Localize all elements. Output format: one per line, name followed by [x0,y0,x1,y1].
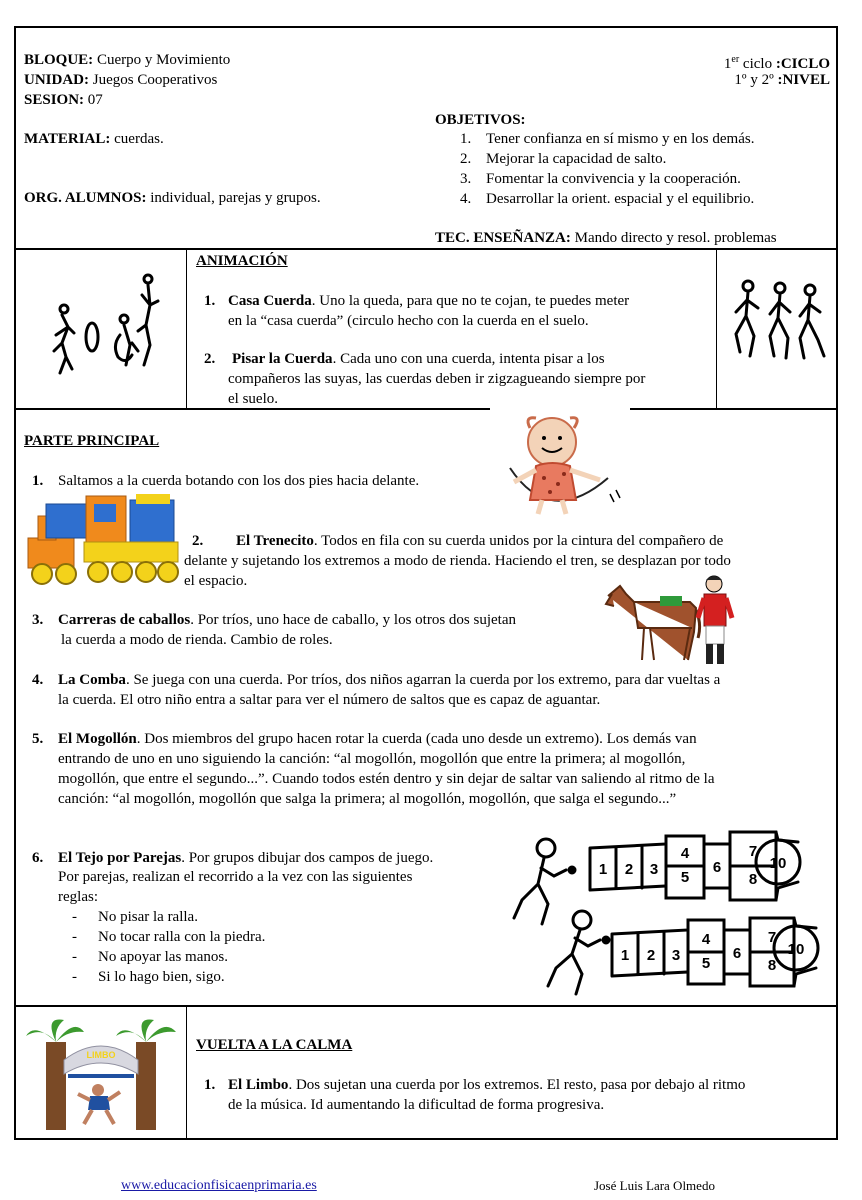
principal-item-number: 2. [192,533,204,549]
principal-item-3 [32,610,516,630]
animacion-item-1-cont: en la “casa cuerda” (circulo hecho con la cuerda en el suelo. [228,313,589,329]
principal-item-5-cont: entrando de uno en uno siguiendo la canción: “al mogollón, mogollón que entre la primera; al mogollón, [58,751,686,767]
principal-item-2-cont: delante y sujetando los extremos a modo de rienda. Haciendo el tren, se desplazan por todo [184,553,731,569]
principal-item-2-cont: el espacio. [184,573,248,589]
principal-item-name: El Trenecito [236,533,314,549]
principal-item-name: La Comba [58,672,126,688]
principal-item-3-cont: la cuerda a modo de rienda. Cambio de roles. [61,632,333,648]
principal-item-text: . Se juega con una cuerda. Por tríos, dos niños agarran la cuerda por los extremo, para dar vueltas a [125,672,721,688]
animacion-item-text: . Uno la queda, para que no te cojan, te puedes meter [311,293,630,309]
principal-item-number: 6. [32,850,44,866]
tec-value: Mando directo y resol. problemas [574,230,777,246]
objetivo-item [460,169,754,189]
calma-item-text: . Dos sujetan una cuerda por los extremos. El resto, pasa por debajo al ritmo [288,1077,746,1093]
animacion-left-divider [186,249,187,409]
nivel-value: 1º y 2º [734,72,774,88]
limbo-arch-text: LIMBO [86,1050,116,1060]
animacion-item-2-cont: compañeros las suyas, las cuerdas deben ir zigzagueando siempre por [228,371,646,387]
sesion-label: SESION: [24,92,85,108]
principal-item-number: 4. [32,672,44,688]
hopscotch-number: 1 [620,947,630,964]
objetivo-number: 3. [460,171,472,187]
rule-item: - No apoyar las manos. [72,949,228,965]
principal-item-6-cont: reglas: [58,889,98,905]
objetivo-item [460,149,754,169]
objetivo-number: 4. [460,191,472,207]
nivel-label: :NIVEL [777,72,830,88]
hopscotch-number: 7 [748,843,758,860]
hopscotch-number: 1 [598,861,608,878]
hopscotch-number: 3 [649,861,659,878]
hopscotch-number: 4 [680,845,690,862]
hopscotch-number: 7 [767,929,777,946]
hopscotch-number: 10 [787,941,805,958]
principal-item-5-cont: canción: “al mogollón, mogollón que salga la primera; al mogollón, mogollón, que salga el segundo...” [58,791,677,807]
rule-text: No tocar ralla con la piedra. [98,929,266,945]
principal-item-text: . Dos miembros del grupo hacen rotar la cuerda (cada uno desde un extremo). Los demás van [136,731,697,747]
calma-divider [186,1006,187,1139]
principal-item-number: 3. [32,612,44,628]
calma-item-1-cont: de la música. Id aumentando la dificultad de forma progresiva. [228,1097,605,1113]
org-label: ORG. ALUMNOS: [24,190,147,206]
ciclo-number: 1 [723,56,732,72]
principal-item-6 [32,848,433,868]
hopscotch-number: 2 [624,861,634,878]
principal-item-text: . Por grupos dibujar dos campos de juego. [181,850,434,866]
principal-item-1 [32,471,419,491]
stepping-figures-illustration [722,272,832,372]
hopscotch-number: 5 [701,955,711,972]
objetivo-number: 2. [460,151,472,167]
hopscotch-number: 4 [701,931,711,948]
hopscotch-number: 8 [748,871,758,888]
animacion-item-1 [204,291,629,311]
animacion-right-divider [716,249,717,409]
hopscotch-number: 10 [769,855,787,872]
rule-item: - Si lo hago bien, sigo. [72,969,225,985]
calma-item-number: 1. [204,1077,216,1093]
unidad-value: Juegos Cooperativos [92,72,218,88]
rule-text: No apoyar las manos. [98,949,228,965]
principal-item-5-cont: mogollón, que entre el segundo...”. Cuando todos estén dentro y sin dejar de saltar van saliendo al ritmo de la [58,771,715,787]
sesion-value: 07 [87,92,103,108]
animacion-item-name: Pisar la Cuerda [232,351,333,367]
website-link[interactable]: www.educacionfisicaenprimaria.es [121,1178,317,1193]
principal-item-name: El Tejo por Parejas [58,850,182,866]
tec-row [435,228,777,248]
animacion-title: ANIMACIÓN [196,253,288,269]
animacion-item-number: 1. [204,293,216,309]
sesion-row [24,90,103,110]
rule-item: - No tocar ralla con la piedra. [72,929,266,945]
unidad-label: UNIDAD: [24,72,89,88]
material-label: MATERIAL: [24,131,111,147]
objetivo-item [460,129,754,149]
org-value: individual, parejas y grupos. [150,190,321,206]
separator-animacion [14,408,838,410]
objetivo-text: Mejorar la capacidad de salto. [486,151,667,167]
hopscotch-number: 5 [680,869,690,886]
objetivo-item [460,189,754,209]
principal-item-5 [32,729,697,749]
limbo-arch-illustration [24,1012,180,1134]
objetivo-text: Tener confianza en sí mismo y en los demás. [486,131,755,147]
separator-header [14,248,838,250]
horse-and-rider-illustration [604,572,754,668]
ciclo-text: ciclo [742,56,773,72]
rules-list [72,907,265,987]
principal-item-number: 5. [32,731,44,747]
hopscotch-number: 2 [646,947,656,964]
bloque-label: BLOQUE: [24,52,94,68]
animacion-item-name: Casa Cuerda [228,293,312,309]
calma-item-name: El Limbo [228,1077,289,1093]
calma-title: VUELTA A LA CALMA [196,1037,353,1053]
principal-item-name: El Mogollón [58,731,137,747]
rule-text: No pisar la ralla. [98,909,198,925]
principal-item-2 [192,531,723,551]
objetivo-number: 1. [460,131,472,147]
objetivos-list [460,129,754,209]
org-row [24,188,321,208]
nivel-row [734,70,830,90]
calma-item-1 [204,1075,745,1095]
principal-item-6-cont: Por parejas, realizan el recorrido a la vez con las siguientes [58,869,413,885]
animacion-item-number: 2. [204,351,216,367]
bloque-value: Cuerpo y Movimiento [96,52,231,68]
ciclo-label: :CICLO [775,56,830,72]
principal-item-name: Carreras de caballos [58,612,191,628]
hopscotch-number: 6 [732,945,742,962]
animacion-item-text: . Cada uno con una cuerda, intenta pisar a los [332,351,605,367]
girl-jumping-rope-illustration [490,408,630,523]
material-value: cuerdas. [114,131,164,147]
rule-item: - No pisar la ralla. [72,909,198,925]
hopscotch-number: 6 [712,859,722,876]
principal-item-text: . Todos en fila con su cuerda unidos por la cintura del compañero de [313,533,724,549]
unidad-row [24,70,217,90]
tec-label: TEC. ENSEÑANZA: [435,230,571,246]
objetivo-text: Desarrollar la orient. espacial y el equilibrio. [486,191,755,207]
bloque-row [24,50,230,70]
principal-item-text: . Por tríos, uno hace de caballo, y los otros dos sujetan [190,612,516,628]
separator-principal [14,1005,838,1007]
principal-item-text: Saltamos a la cuerda botando con los dos pies hacia delante. [58,473,420,489]
author-name: José Luis Lara Olmedo [594,1178,715,1193]
toy-train-illustration [24,490,184,590]
hopscotch-number: 8 [767,957,777,974]
ciclo-superscript: er [731,54,740,65]
rule-text: Si lo hago bien, sigo. [98,969,225,985]
principal-item-4-cont: la cuerda. El otro niño entra a saltar para ver el número de saltos que es capaz de aguantar. [58,692,601,708]
objetivo-text: Fomentar la convivencia y la cooperación. [486,171,741,187]
principal-item-number: 1. [32,473,44,489]
animacion-item-2-cont: el suelo. [228,391,278,407]
principal-item-4 [32,670,720,690]
objetivos-title: OBJETIVOS: [435,112,526,128]
material-row [24,129,164,149]
hopscotch-illustration [508,826,828,1004]
hopscotch-number: 3 [671,947,681,964]
principal-title: PARTE PRINCIPAL [24,433,160,449]
rope-figures-illustration [40,265,170,390]
animacion-item-2 [204,349,605,369]
